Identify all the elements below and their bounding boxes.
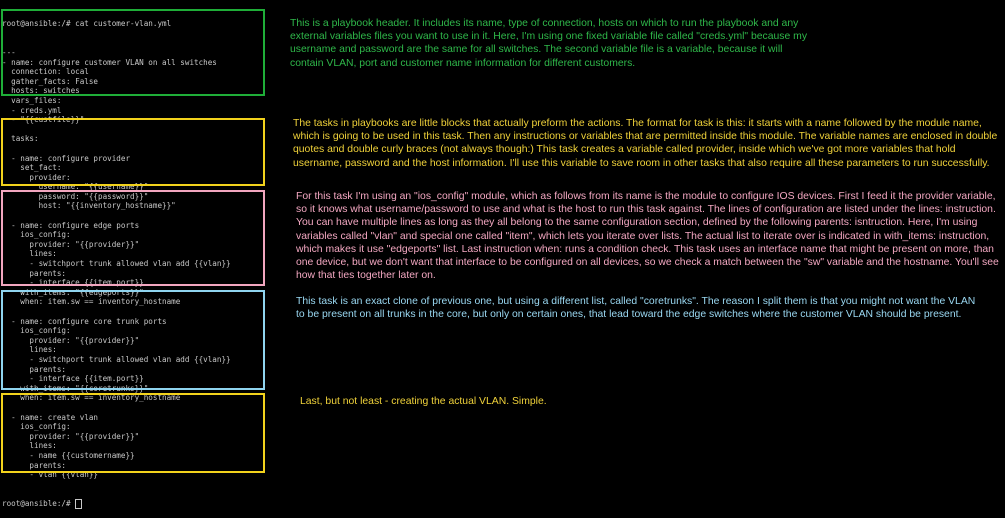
yaml-line: connection: local	[2, 67, 89, 77]
yaml-line: gather_facts: False	[2, 76, 99, 86]
yaml-line: parents:	[2, 268, 67, 278]
yaml-line: - creds.yml	[2, 105, 62, 115]
yaml-line: with_items: "{{coretrunks}}"	[2, 383, 149, 393]
create-vlan-note: Last, but not least - creating the actual VLAN. Simple.	[300, 396, 547, 407]
yaml-line: - name: configure core trunk ports	[2, 316, 167, 326]
yaml-line: - vlan {{vlan}}	[2, 470, 99, 480]
edge-ports-highlight-box	[1, 190, 265, 286]
yaml-line: ios_config:	[2, 326, 71, 336]
header-note: This is a playbook header. It includes its name, type of connection, hosts on which to run the playbook and any external variables files you want to use in it. Here, I'm using one fixed variable file called "creds.yml" because my username and password are the same for all switches. The second variable file is a variable, because it will contain VLAN, port and customer name information for different customers.	[290, 18, 808, 69]
yaml-line: - name: configure edge ports	[2, 220, 140, 230]
yaml-line: host: "{{inventory_hostname}}"	[2, 201, 176, 211]
yaml-line: parents:	[2, 364, 67, 374]
yaml-line: - name: configure customer VLAN on all switches	[2, 57, 217, 67]
yaml-line: parents:	[2, 460, 67, 470]
yaml-line: ios_config:	[2, 230, 71, 240]
header-highlight-box	[1, 9, 265, 96]
yaml-line: lines:	[2, 345, 57, 355]
yaml-line: - switchport trunk allowed vlan add {{vlan}}	[2, 259, 231, 269]
yaml-line: when: item.sw == inventory_hostname	[2, 393, 181, 403]
yaml-line: - name: create vlan	[2, 412, 99, 422]
yaml-line: lines:	[2, 249, 57, 259]
provider-highlight-box	[1, 118, 265, 186]
yaml-line: tasks:	[2, 134, 39, 144]
yaml-line: set_fact:	[2, 163, 62, 173]
yaml-line: hosts: switches	[2, 86, 80, 96]
yaml-line: username: "{{username}}"	[2, 182, 149, 192]
shell-prompt-top: root@ansible:/# cat customer-vlan.yml	[2, 19, 172, 29]
yaml-line: - interface {{item.port}}	[2, 374, 144, 384]
yaml-line: provider: "{{provider}}"	[2, 431, 140, 441]
yaml-line: - name: configure provider	[2, 153, 131, 163]
core-trunk-highlight-box	[1, 290, 265, 390]
yaml-line: - switchport trunk allowed vlan add {{vlan}}	[2, 354, 231, 364]
yaml-line: - name {{customername}}	[2, 450, 135, 460]
yaml-line: vars_files:	[2, 95, 62, 105]
shell-prompt-bottom[interactable]: root@ansible:/#	[2, 499, 287, 509]
yaml-line: when: item.sw == inventory_hostname	[2, 297, 181, 307]
yaml-line: provider: "{{provider}}"	[2, 239, 140, 249]
yaml-line: provider: "{{provider}}"	[2, 335, 140, 345]
yaml-line: with_items: "{{edgeports}}"	[2, 287, 144, 297]
yaml-line: provider:	[2, 172, 71, 182]
edge-ports-note: For this task I'm using an "ios_config" module, which as follows from its name is the module to configure IOS devices. First I feed it the provider variable, so it knows what username/password to use and what is the host to run this task against. The lines of configuration are listed under the lines: instruction. You can have multiple lines as long as they all belong to the same configuration section, defined by the following parents: isntruction. Here, I'm using variables called "vlan" and special one called "item", which lets you iterate over lists. The actual list to iterate over is indicated in with_items: instruction, which makes it use "edgeports" list. Last instruction when: runs a condition check. This task uses an interface name that might be present on more, than one device, but we don't want that interface to be configured on all devices, so we check a match between the "sw" variable and the hostname. You'll see how that ties together later on.	[296, 191, 999, 282]
yaml-line: - "{{custfile}}"	[2, 115, 85, 125]
core-trunk-note: This task is an exact clone of previous one, but using a different list, called "coretrunks". The reason I split them is that you might not want the VLAN to be present on all trunks in the core, but only on certain ones, that lead toward the edge switches where the customer VLAN should be present.	[296, 296, 976, 321]
cursor-icon	[75, 499, 82, 509]
yaml-line: ios_config:	[2, 422, 71, 432]
yaml-line: lines:	[2, 441, 57, 451]
provider-note: The tasks in playbooks are little blocks that actually preform the actions. The format for task is this: it starts with a name followed by the module name, which is going to be used in this task. Then any instructions or variables that are permitted inside this module. The variable names are enclosed in double quotes and double curly braces (not always though:) This task creates a variable called provider, inside which we've got more variables that hold username, password and the host information. I'll use this variable to save room in other tasks that also require all these parameters to run successfully.	[293, 118, 998, 169]
yaml-line: ---	[2, 47, 16, 57]
yaml-line: - interface {{item.port}}	[2, 278, 144, 288]
create-vlan-highlight-box	[1, 393, 265, 473]
yaml-line: password: "{{password}}"	[2, 191, 149, 201]
